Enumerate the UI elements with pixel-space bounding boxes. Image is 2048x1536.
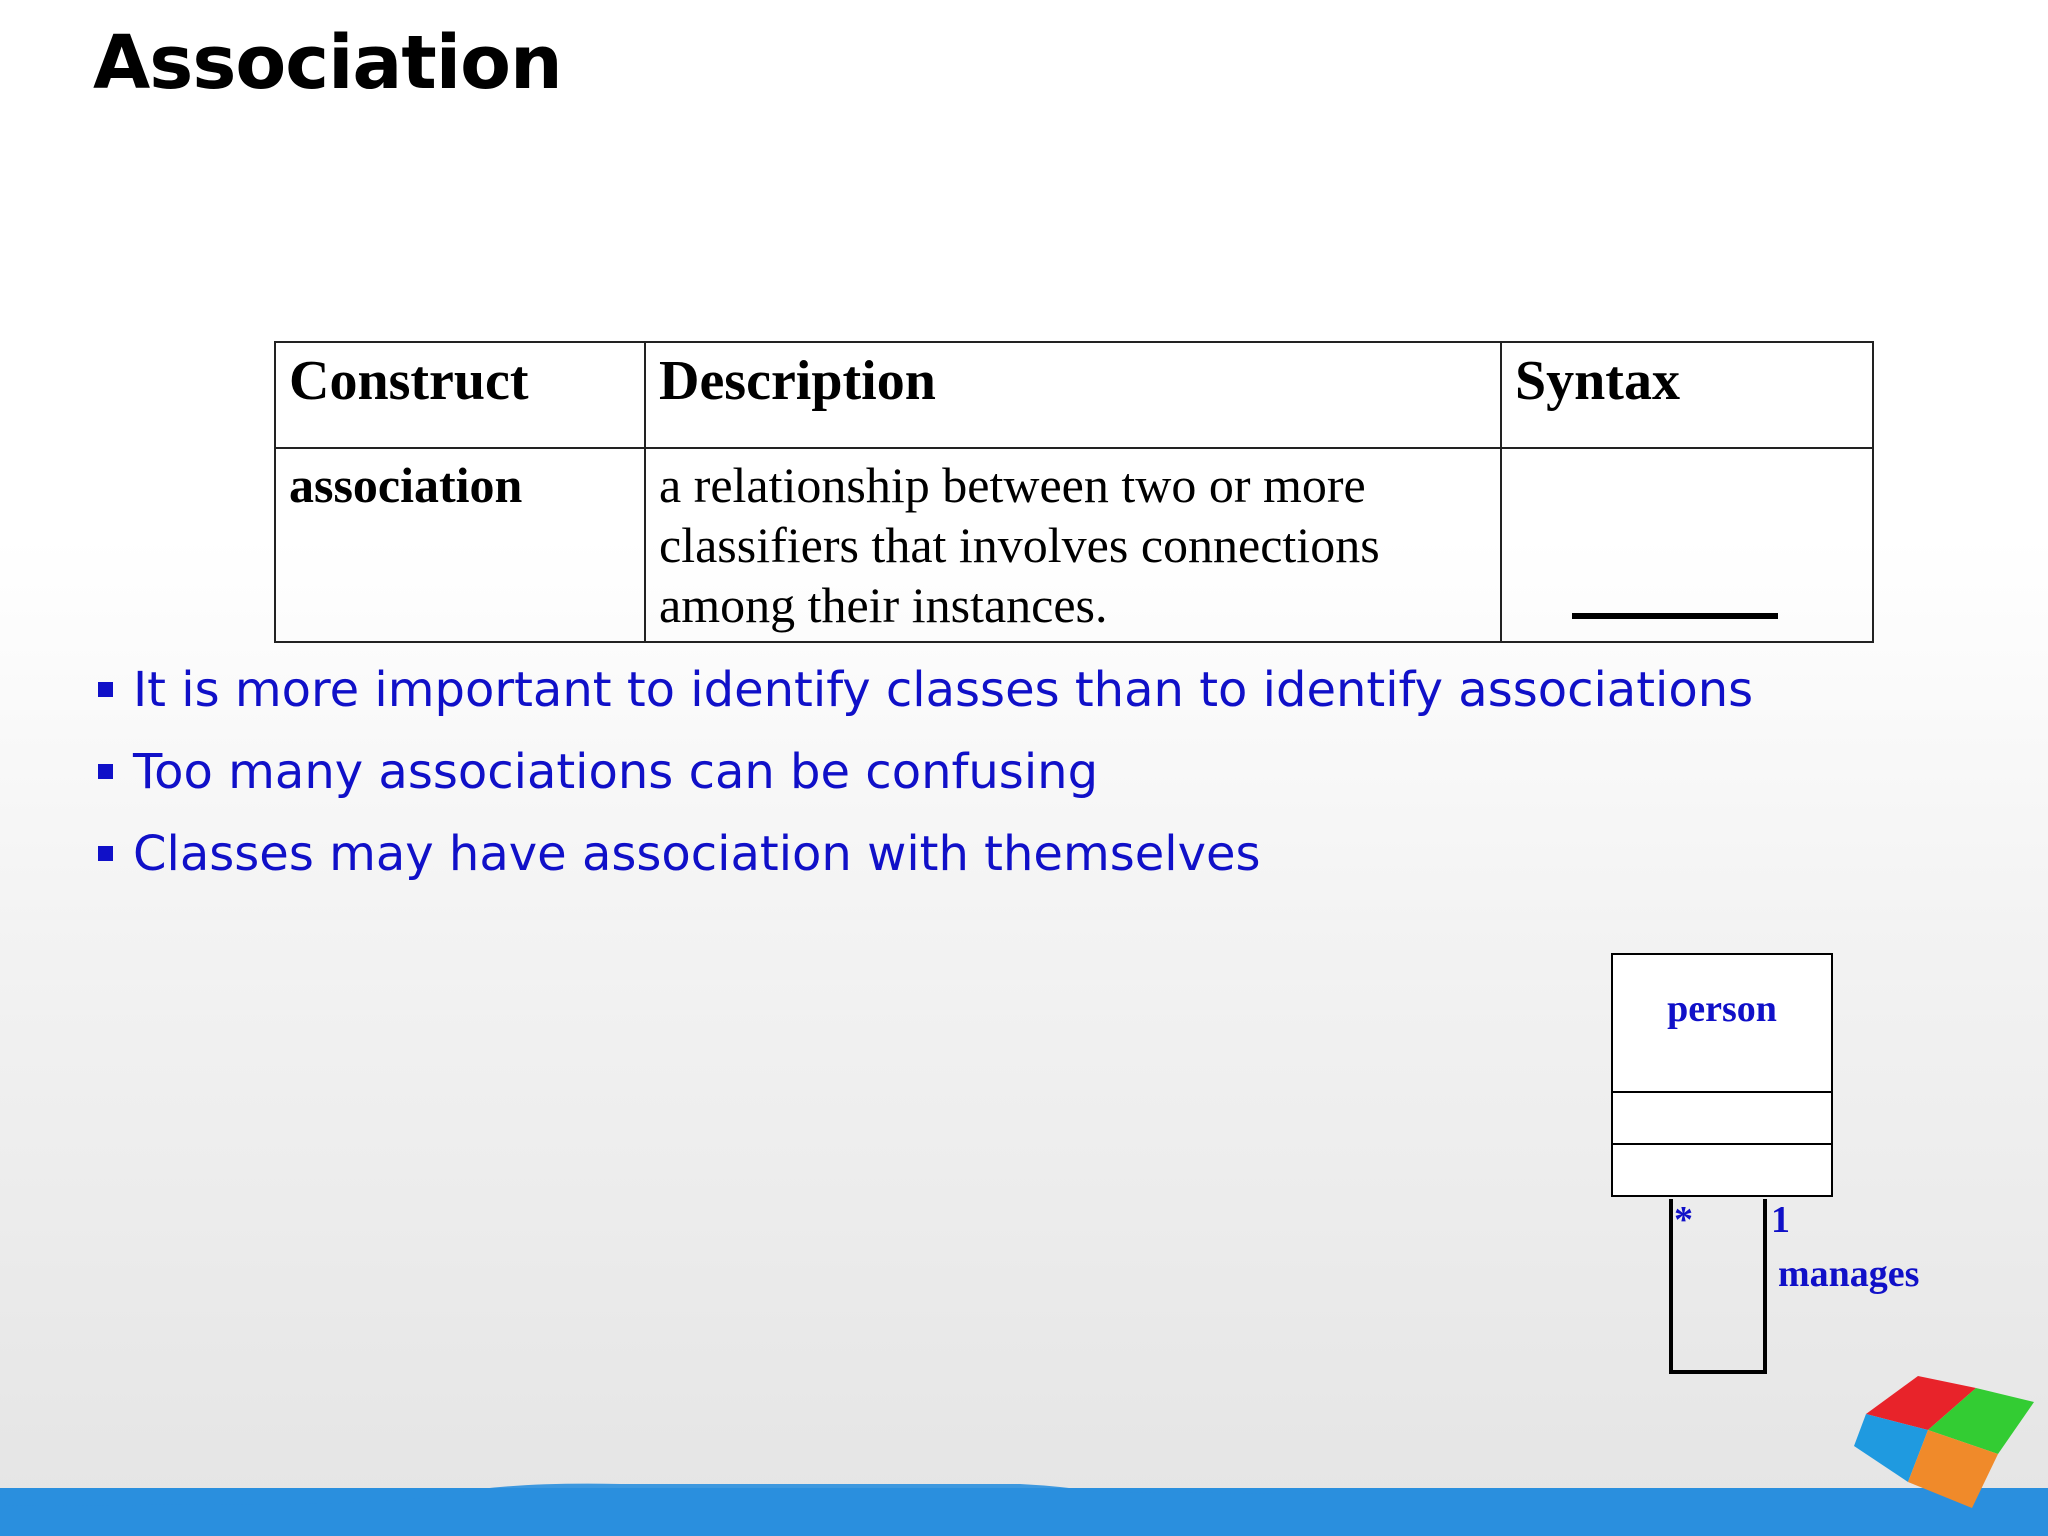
square-bullet-icon	[98, 846, 113, 861]
multiplicity-one-label: 1	[1771, 1199, 1790, 1241]
cube-logo-icon	[1848, 1374, 2048, 1514]
multiplicity-many-label: *	[1674, 1199, 1693, 1241]
slide-title: Association	[93, 20, 562, 106]
bullet-item	[96, 818, 1753, 900]
bullet-text: It is more important to identify classes than to identify associations	[133, 662, 1754, 718]
bullet-item	[96, 736, 1753, 818]
uml-class-box	[1611, 953, 1833, 1197]
bullet-text: Too many associations can be confusing	[133, 744, 1099, 800]
square-bullet-icon	[98, 764, 113, 779]
uml-attributes-compartment	[1613, 1093, 1831, 1145]
bullet-list	[96, 654, 1753, 900]
bullet-text: Classes may have association with themselves	[133, 826, 1261, 882]
square-bullet-icon	[98, 682, 113, 697]
association-line-symbol	[1572, 613, 1778, 619]
table-header-row	[275, 342, 1873, 448]
uml-operations-compartment	[1613, 1145, 1831, 1195]
cell-construct: association	[275, 448, 645, 642]
footer-wave-svg	[0, 1466, 2048, 1536]
association-name-label: manages	[1778, 1253, 1920, 1295]
table-row	[275, 448, 1873, 642]
header-syntax: Syntax	[1501, 342, 1873, 448]
bullet-item	[96, 654, 1753, 736]
header-description: Description	[645, 342, 1501, 448]
construct-table	[274, 341, 1874, 643]
cell-syntax	[1501, 448, 1873, 642]
cell-description: a relationship between two or more classifiers that involves connections among their instances.	[645, 448, 1501, 642]
uml-class-name: person	[1613, 955, 1831, 1093]
header-construct: Construct	[275, 342, 645, 448]
